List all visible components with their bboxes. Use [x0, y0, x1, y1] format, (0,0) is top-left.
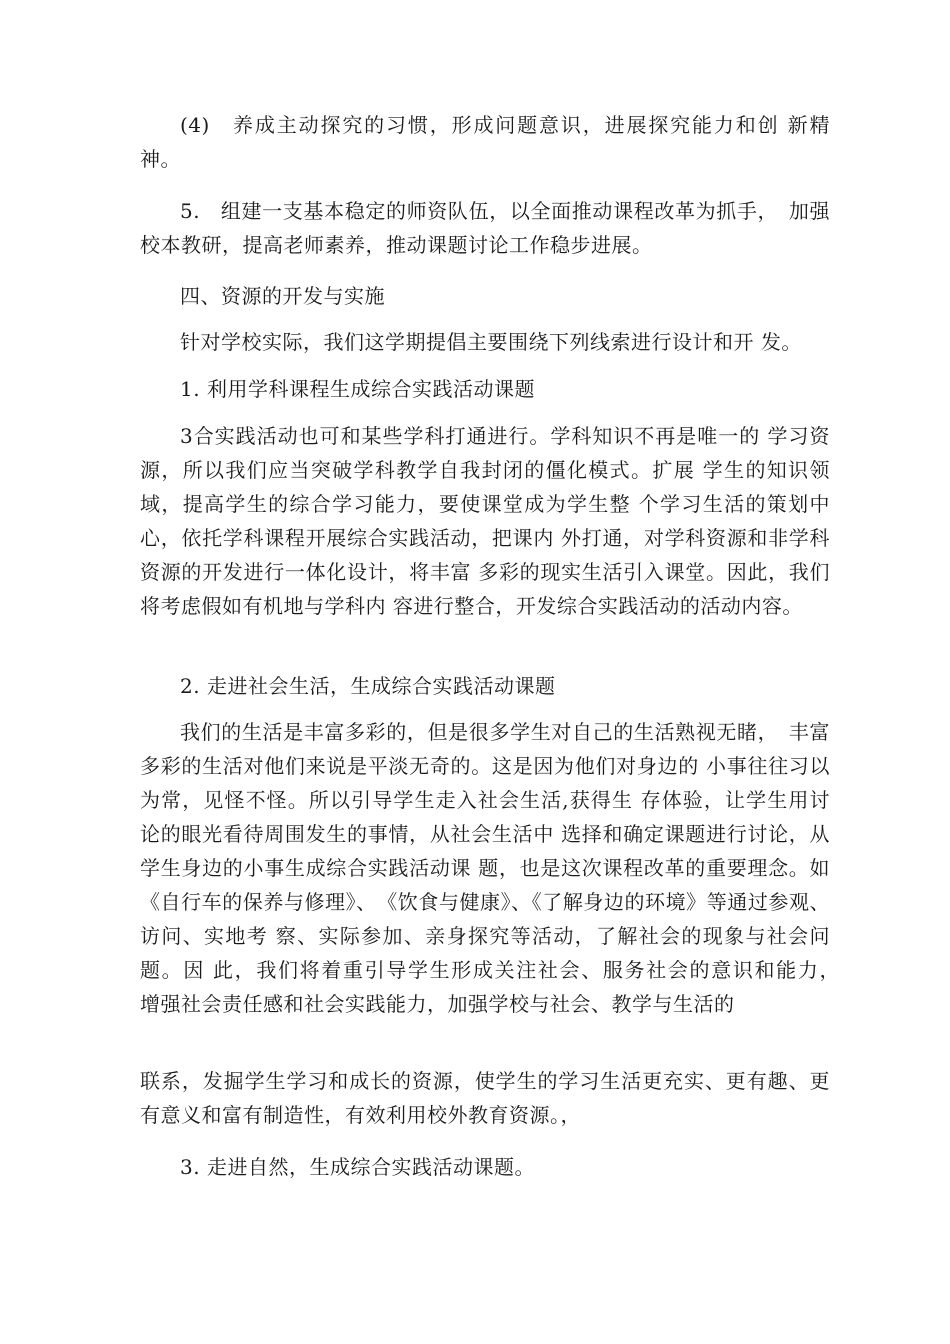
subheading-2: 2. 走进社会生活，生成综合实践活动课题: [180, 674, 556, 698]
paragraph-social-life: 我们的生活是丰富多彩的，但是很多学生对自己的生活熟视无睹， 丰富多彩的生活对他们来说是平淡无奇的。这是因为他们对身边的 小事往往习以为常，见怪不怪。所以引导学生走入社会生活,获得生 存体验，让学生用讨论的眼光看待周围发生的事情，从社会生活中 选择和确定课题进行讨论，从学生身边的小事生成综合实践活动课 题，也是这次课程改革的重要理念。如《自行车的保养与修理》、 《饮食与健康》、《了解身边的环境》等通过参观、访问、实地考 察、实际参加、亲身探究等活动，了解社会的现象与社会问题。因 此，我们将着重引导学生形成关注社会、服务社会的意识和能力， 增强社会责任感和社会实践能力，加强学校与社会、教学与生活的: [140, 720, 851, 1016]
subheading-3: 3. 走进自然，生成综合实践活动课题。: [180, 1155, 535, 1179]
paragraph-objective-5: 5. 组建一支基本稳定的师资队伍，以全面推动课程改革为抓手， 加强校本教研，提高老师素养，推动课题讨论工作稳步进展。: [140, 199, 830, 257]
subheading-1: 1. 利用学科课程生成综合实践活动课题: [180, 377, 535, 401]
paragraph-social-life-continued: 联系，发掘学生学习和成长的资源，使学生的学习生活更充实、更有趣、更有意义和富有制造性，有效利用校外教育资源。，: [140, 1069, 830, 1127]
paragraph-objective-4: (4) 养成主动探究的习惯，形成问题意识，进展探究能力和创 新精神。: [140, 113, 830, 171]
paragraph-intro: 针对学校实际，我们这学期提倡主要围绕下列线索进行设计和开 发。: [180, 330, 802, 354]
section-heading-resources: 四、资源的开发与实施: [180, 284, 385, 308]
paragraph-subject-courses: 3合实践活动也可和某些学科打通进行。学科知识不再是唯一的 学习资源，所以我们应当突破学科教学自我封闭的僵化模式。扩展 学生的知识领域，提高学生的综合学习能力，要使课堂成为学生整 个学习生活的策划中心，依托学科课程开展综合实践活动，把课内 外打通，对学科资源和非学科资源的开发进行一体化设计，将丰富 多彩的现实生活引入课堂。因此，我们将考虑假如有机地与学科内 容进行整合，开发综合实践活动的活动内容。: [140, 424, 830, 618]
